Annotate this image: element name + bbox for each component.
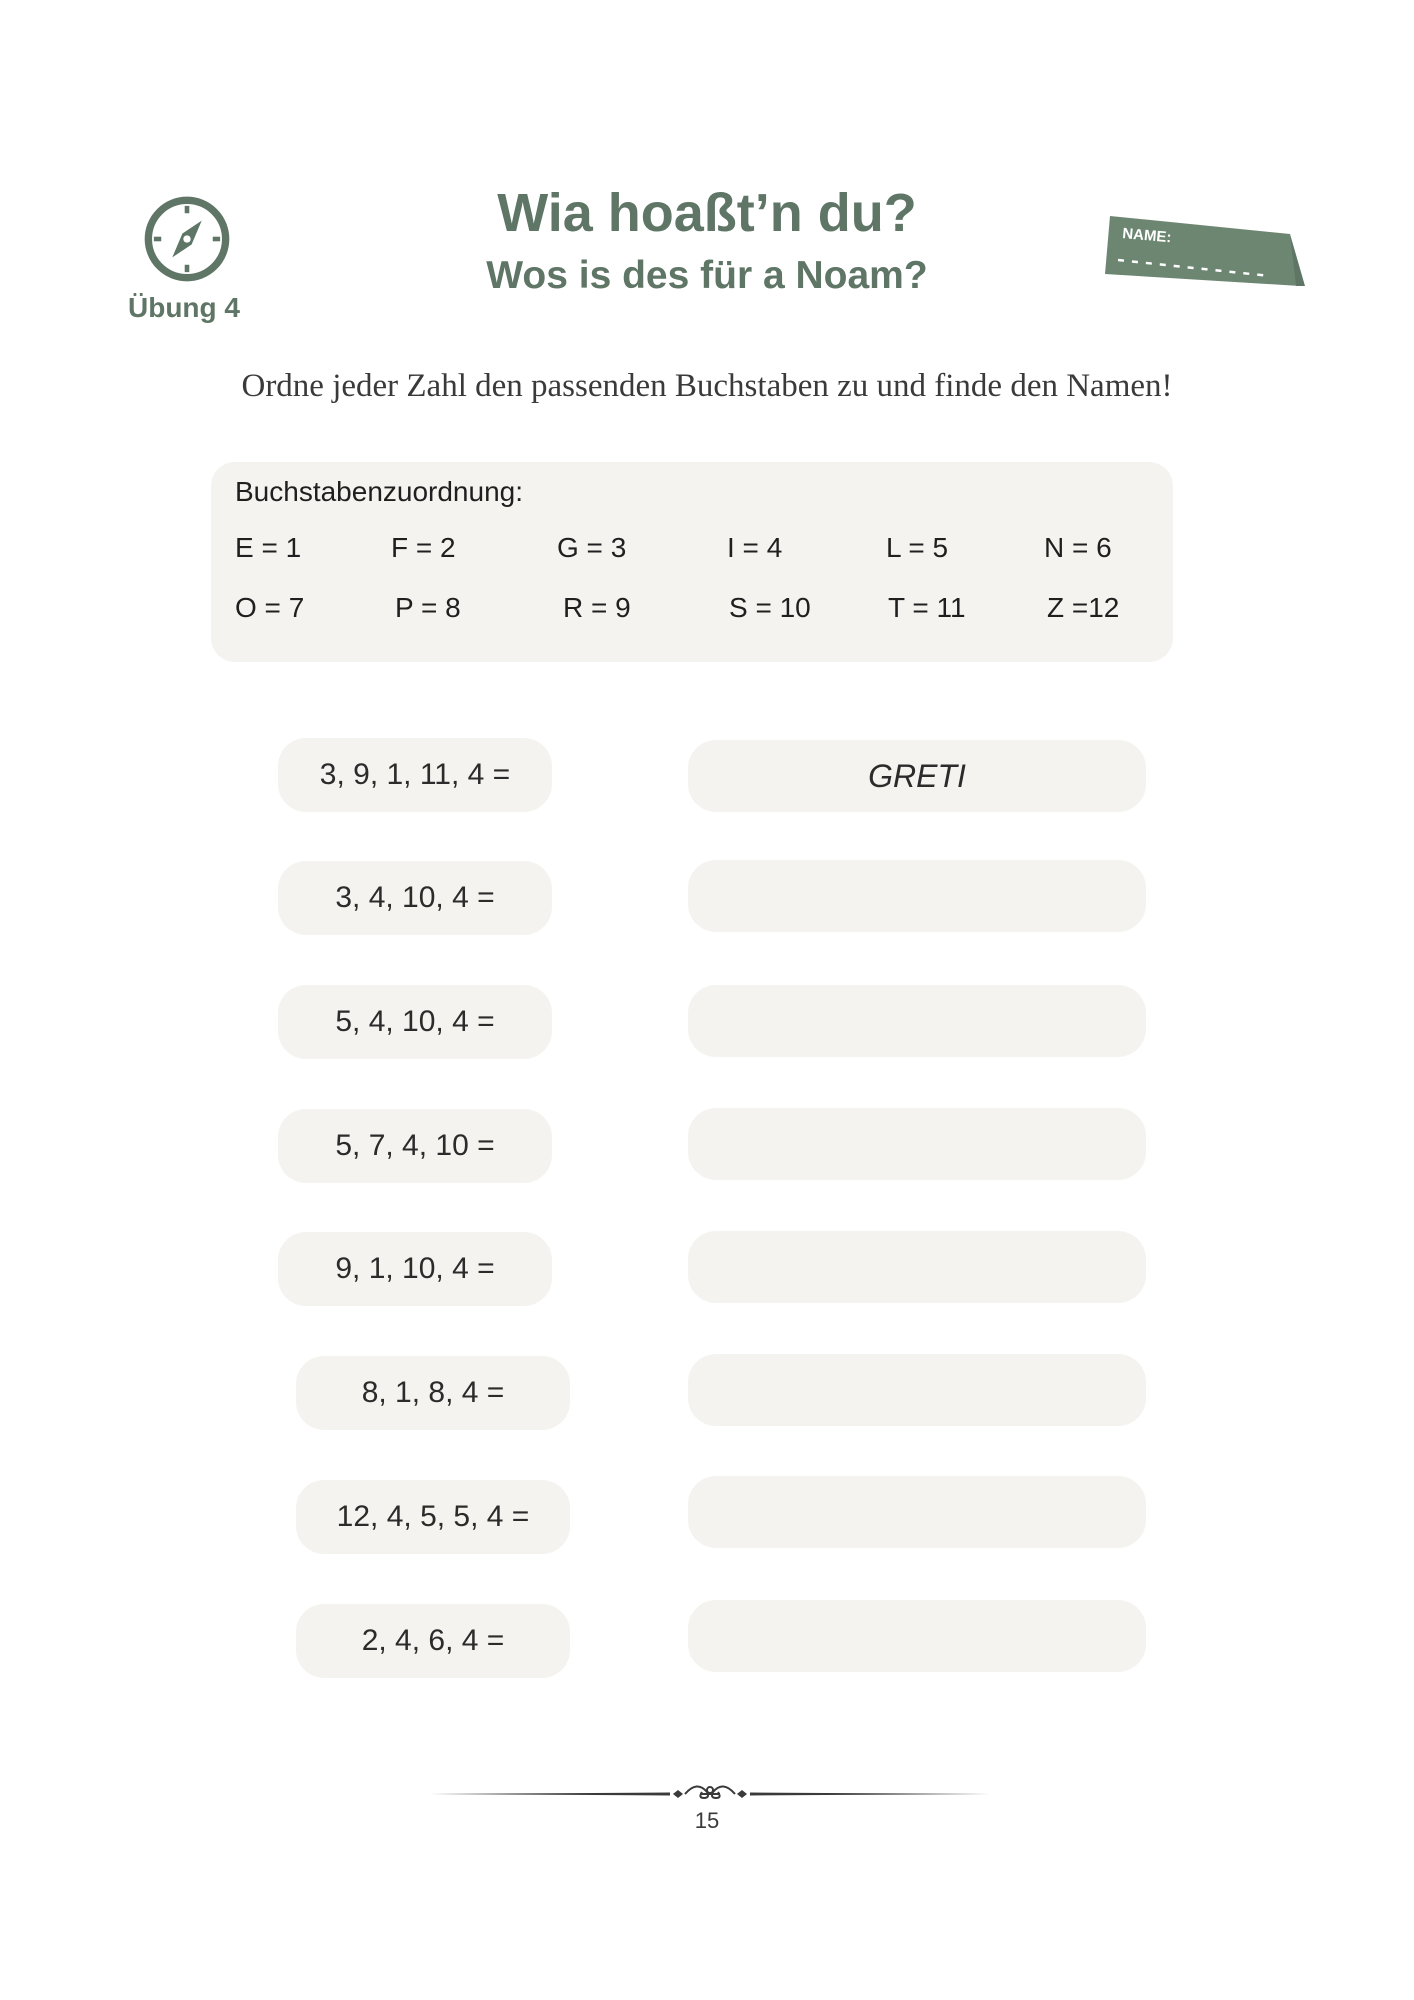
number-code: 9, 1, 10, 4 = — [278, 1232, 552, 1306]
name-tag-icon — [1100, 206, 1305, 306]
page-title: Wia hoaßt’n du? — [497, 183, 917, 243]
answer-field[interactable] — [688, 1600, 1146, 1672]
legend-item: F = 2 — [391, 532, 456, 563]
number-code: 8, 1, 8, 4 = — [296, 1356, 570, 1430]
legend-item: P = 8 — [395, 592, 461, 623]
legend-item: N = 6 — [1044, 532, 1112, 563]
letter-mapping-box — [211, 462, 1173, 662]
answer-field[interactable] — [688, 1108, 1146, 1180]
number-code: 12, 4, 5, 5, 4 = — [296, 1480, 570, 1554]
legend-item: Z =12 — [1047, 592, 1120, 623]
legend-item: G = 3 — [557, 532, 627, 563]
legend-item: S = 10 — [729, 592, 811, 623]
page-number: 15 — [694, 1808, 720, 1833]
number-code: 5, 7, 4, 10 = — [278, 1109, 552, 1183]
legend-item: E = 1 — [235, 532, 302, 563]
answer-field[interactable] — [688, 1476, 1146, 1548]
answer-field[interactable] — [688, 860, 1146, 932]
legend-item: T = 11 — [888, 592, 966, 623]
exercise-label: Übung 4 — [128, 292, 240, 323]
answer-field[interactable] — [688, 1354, 1146, 1426]
legend-item: I = 4 — [727, 532, 783, 563]
answer-field[interactable] — [688, 985, 1146, 1057]
legend-item: O = 7 — [235, 592, 305, 623]
legend-title: Buchstabenzuordnung: — [235, 476, 523, 507]
legend-item: R = 9 — [563, 592, 631, 623]
number-code: 3, 4, 10, 4 = — [278, 861, 552, 935]
legend-item: L = 5 — [886, 532, 949, 563]
answer-field[interactable] — [688, 1231, 1146, 1303]
name-tag-label: NAME: — [1121, 225, 1173, 247]
number-code: 5, 4, 10, 4 = — [278, 985, 552, 1059]
ornament-divider — [430, 1782, 990, 1806]
number-code: 2, 4, 6, 4 = — [296, 1604, 570, 1678]
number-code: 3, 9, 1, 11, 4 = — [278, 738, 552, 812]
page-subtitle: Wos is des für a Noam? — [486, 254, 928, 297]
instruction-text: Ordne jeder Zahl den passenden Buchstaben zu und finde den Namen! — [241, 368, 1173, 404]
answer-field[interactable]: GRETI — [688, 740, 1146, 812]
